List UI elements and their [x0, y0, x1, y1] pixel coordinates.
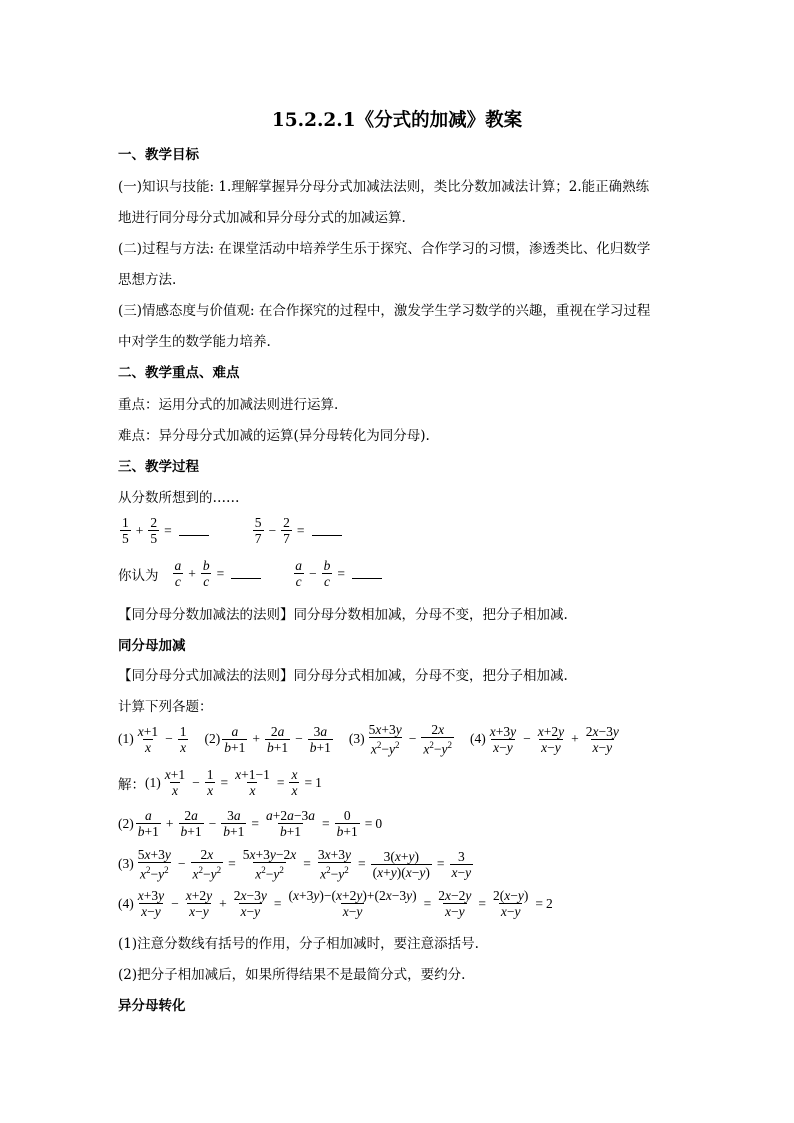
problem-3-label: (3): [348, 731, 365, 747]
solution-4: (4) x+3y x−y − $\frac{x+2y}{x-y}$ + $\frac{2x-3y}{x-y}$ = $\frac{(x+3y)-(x+2y)+(2x-3y)}{x-y}$ = $\frac{2x-2y}{x-y}$ = $\frac{2(x-y)}{x-y}$ = 2: [118, 888, 553, 919]
fraction-intro-row: 1 5 + $\frac{2}{5}$ = 5 7 − $\frac{2}{7}$ =: [118, 515, 342, 546]
difficulty-text: 难点：异分母分式加减的运算(异分母转化为同分母).: [118, 428, 430, 444]
calc-prompt: 计算下列各题：: [118, 699, 213, 715]
problem-1-label: (1): [118, 731, 134, 747]
paragraph-process-1: (二)过程与方法: 在课堂活动中培养学生乐于探究、合作学习的习惯，渗透类比、化归数学: [118, 241, 651, 257]
paragraph-knowledge-2: 地进行同分母分式加减和异分母分式的加减运算.: [118, 210, 406, 226]
note-2: (2)把分子相加减后，如果所得结果不是最简分式，要约分.: [118, 967, 466, 983]
problem-row: (1) x+1 x − $\frac{1}{x}$ (2) a b+1 + $\frac{2a}{b+1}$ − $\frac{3a}{b+1}$ (3) 5x+3y $x^2-y^2$ − $\frac{2x}{x^2-y^2}$ (4) x+3y x−y − $\frac{x+2y}{x-y}$ + $\frac{2x-3y}{x-y}$: [118, 722, 619, 757]
solution-2: (2) a b+1 + $\frac{2a}{b+1}$ − $\frac{3a}{b+1}$ = $\frac{a+2a-3a}{b+1}$ = $\frac{0}{b+1}$ = 0: [118, 808, 383, 839]
section-heading-process: 三、教学过程: [118, 459, 199, 475]
section-heading-key-points: 二、教学重点、难点: [118, 365, 240, 381]
rule-algebraic-fraction-text: 【同分母分式加减法的法则】同分母分式相加减，分母不变，把分子相加减.: [118, 668, 568, 684]
note-1: (1)注意分数线有括号的作用，分子相加减时，要注意添括号.: [118, 936, 479, 952]
letter-fraction-row: 你认为 a c + $\frac{b}{c}$ = a c − $\frac{b}{c}$ =: [118, 558, 382, 589]
problem-4-label: (4): [470, 731, 486, 747]
solution-3: (3) 5x+3y $x^2-y^2$ − $\frac{2x}{x^2-y^2}$ = $\frac{5x+3y-2x}{x^2-y^2}$ = $\frac{3x+3y}{x^2-y^2}$ = $\frac{3(x+y)}{(x+y)(x-y)}$ = $\frac{3}{x-y}$: [118, 847, 472, 882]
solution-label: 解：: [118, 776, 145, 792]
problem-2-label: (2): [204, 731, 221, 747]
section-heading-goals: 一、教学目标: [118, 147, 199, 163]
solution-1: 解： (1) x+1 x − $\frac{1}{x}$ = $\frac{x+1-1}{x}$ = $\frac{x}{x}$ = 1: [118, 767, 322, 798]
subheading-different-denominator: 异分母转化: [118, 998, 186, 1014]
you-think-label: 你认为: [118, 567, 159, 584]
paragraph-knowledge-1: (一)知识与技能: 1.理解掌握异分母分式加减法法则，类比分数加减法计算；2.能正确熟练: [118, 179, 650, 195]
subheading-same-denominator: 同分母加减: [118, 638, 186, 654]
paragraph-emotion-2: 中对学生的数学能力培养.: [118, 334, 271, 350]
paragraph-emotion-1: (三)情感态度与价值观: 在合作探究的过程中，激发学生学习数学的兴趣，重视在学习过程: [118, 303, 651, 319]
rule-fraction-text: 【同分母分数加减法的法则】同分母分数相加减，分母不变，把分子相加减.: [118, 607, 568, 623]
intro-text: 从分数所想到的……: [118, 490, 240, 506]
document-title: 15.2.2.1《分式的加减》教案: [271, 110, 523, 131]
key-point-text: 重点：运用分式的加减法则进行运算.: [118, 397, 339, 413]
paragraph-process-2: 思想方法.: [118, 272, 177, 288]
